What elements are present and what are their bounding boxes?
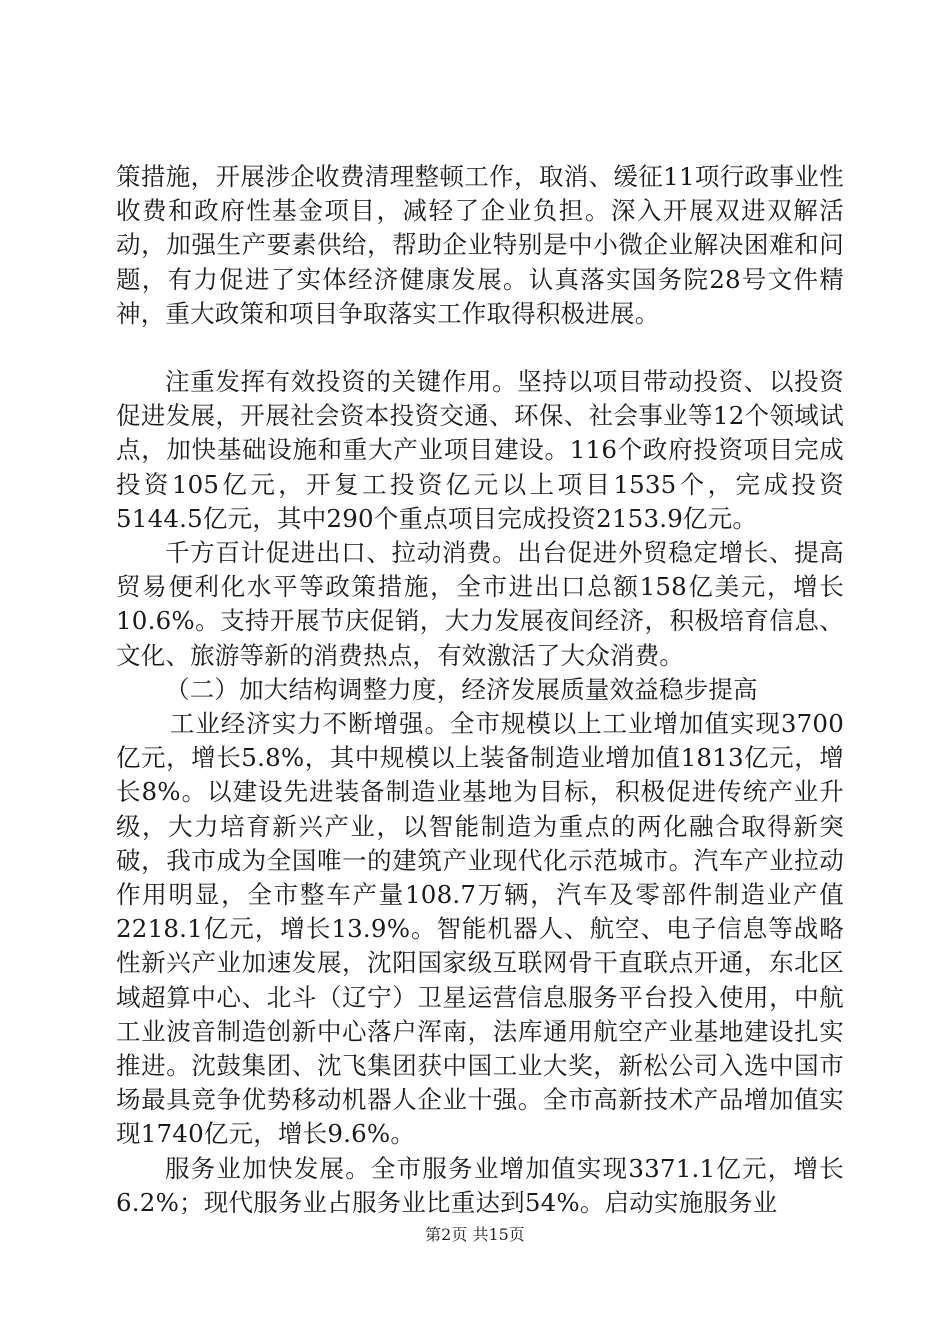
paragraph-export-consumption: 千方百计促进出口、拉动消费。出台促进外贸稳定增长、提高贸易便利化水平等政策措施，全市进出口总额158亿美元，增长10.6%。支持开展节庆促销，大力发展夜间经济，积极培育信息、文化、旅游等新的消费热点，有效激活了大众消费。 xyxy=(116,538,844,670)
section-heading: （二）加大结构调整力度，经济发展质量效益稳步提高 xyxy=(165,674,758,704)
paragraph-industry: 工业经济实力不断增强。全市规模以上工业增加值实现3700亿元，增长5.8%，其中规模以上装备制造业增加值1813亿元，增长8%。以建设先进装备制造业基地为目标，积极促进传统产业升级，大力培育新兴产业，以智能制造为重点的两化融合取得新突破，我市成为全国唯一的建筑产业现代化示范城市。汽车产业拉动作用明显，全市整车产量108.7万辆，汽车及零部件制造业产值2218.1亿元，增长13.9%。智能机器人、航空、电子信息等战略性新兴产业加速发展，沈阳国家级互联网骨干直联点开通，东北区域超算中心、北斗（辽宁）卫星运营信息服务平台投入使用，中航工业波音制造创新中心落户浑南，法库通用航空产业基地建设扎实推进。沈鼓集团、沈飞集团获中国工业大奖，新松公司入选中国市场最具竞争优势移动机器人企业十强。全市高新技术产品增加值实现1740亿元，增长9.6%。 xyxy=(116,709,844,1149)
paragraph-continued: 策措施，开展涉企收费清理整顿工作，取消、缓征11项行政事业性收费和政府性基金项目，减轻了企业负担。深入开展双进双解活动，加强生产要素供给，帮助企业特别是中小微企业解决困难和问题，有力促进了实体经济健康发展。认真落实国务院28号文件精神，重大政策和项目争取落实工作取得积极进展。 xyxy=(116,162,844,328)
paragraph-gap xyxy=(116,331,844,365)
paragraph-services: 服务业加快发展。全市服务业增加值实现3371.1亿元，增长6.2%；现代服务业占服务业比重达到54%。启动实施服务业 xyxy=(116,1153,844,1217)
paragraph-investment: 注重发挥有效投资的关键作用。坚持以项目带动投资、以投资促进发展，开展社会资本投资交通、环保、社会事业等12个领域试点，加快基础设施和重大产业项目建设。116个政府投资项目完成投资105亿元，开复工投资亿元以上项目1535个，完成投资5144.5亿元，其中290个重点项目完成投资2153.9亿元。 xyxy=(116,367,844,533)
page-number-footer: 第2页 共15页 xyxy=(425,1225,525,1244)
document-body xyxy=(116,160,844,1220)
